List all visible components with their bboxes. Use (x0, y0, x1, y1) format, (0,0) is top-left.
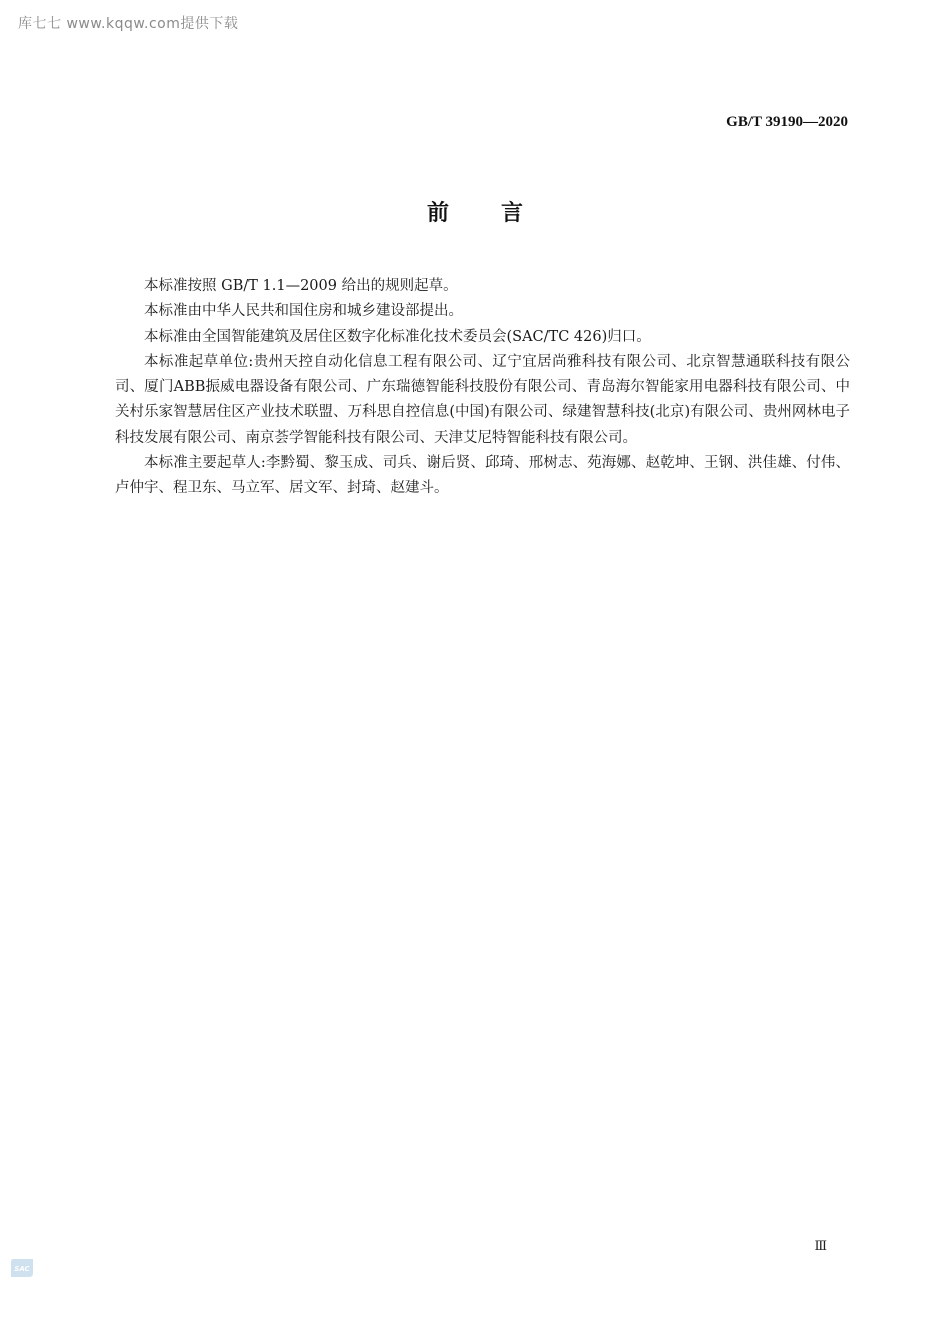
page-title (0, 196, 950, 227)
preface-body (115, 274, 850, 502)
sac-logo-text: SAC (14, 1265, 30, 1273)
watermark-text: 库七七 www.kqqw.com提供下载 (18, 16, 239, 32)
page-title-char-2: 言 (501, 201, 524, 226)
paragraph-drafting-units: 本标准起草单位:贵州天控自动化信息工程有限公司、辽宁宜居尚雅科技有限公司、北京智慧通联科技有限公司、厦门ABB振威电器设备有限公司、广东瑞德智能科技股份有限公司、青岛海尔智能家用电器科技有限公司、中关村乐家智慧居住区产业技术联盟、万科思自控信息(中国)有限公司、绿建智慧科技(北京)有限公司、贵州网林电子科技发展有限公司、南京荟学智能科技有限公司、天津艾尼特智能科技有限公司。 (115, 353, 850, 446)
paragraph-technical-committee: 本标准由全国智能建筑及居住区数字化标准化技术委员会(SAC/TC 426)归口。 (144, 328, 651, 345)
paragraph-drafting-rules: 本标准按照 GB/T 1.1—2009 给出的规则起草。 (144, 278, 458, 294)
sac-logo-icon (9, 1257, 35, 1279)
standard-number: GB/T 39190—2020 (726, 114, 848, 130)
paragraph-proposer: 本标准由中华人民共和国住房和城乡建设部提出。 (144, 303, 463, 320)
paragraph-drafters: 本标准主要起草人:李黔蜀、黎玉成、司兵、谢后贤、邱琦、邢树志、苑海娜、赵乾坤、王钢、洪佳雄、付伟、卢仲宇、程卫东、马立军、居文军、封琦、赵建斗。 (115, 455, 850, 497)
page-title-char-1: 前 (426, 201, 449, 226)
page-number: Ⅲ (814, 1238, 827, 1253)
